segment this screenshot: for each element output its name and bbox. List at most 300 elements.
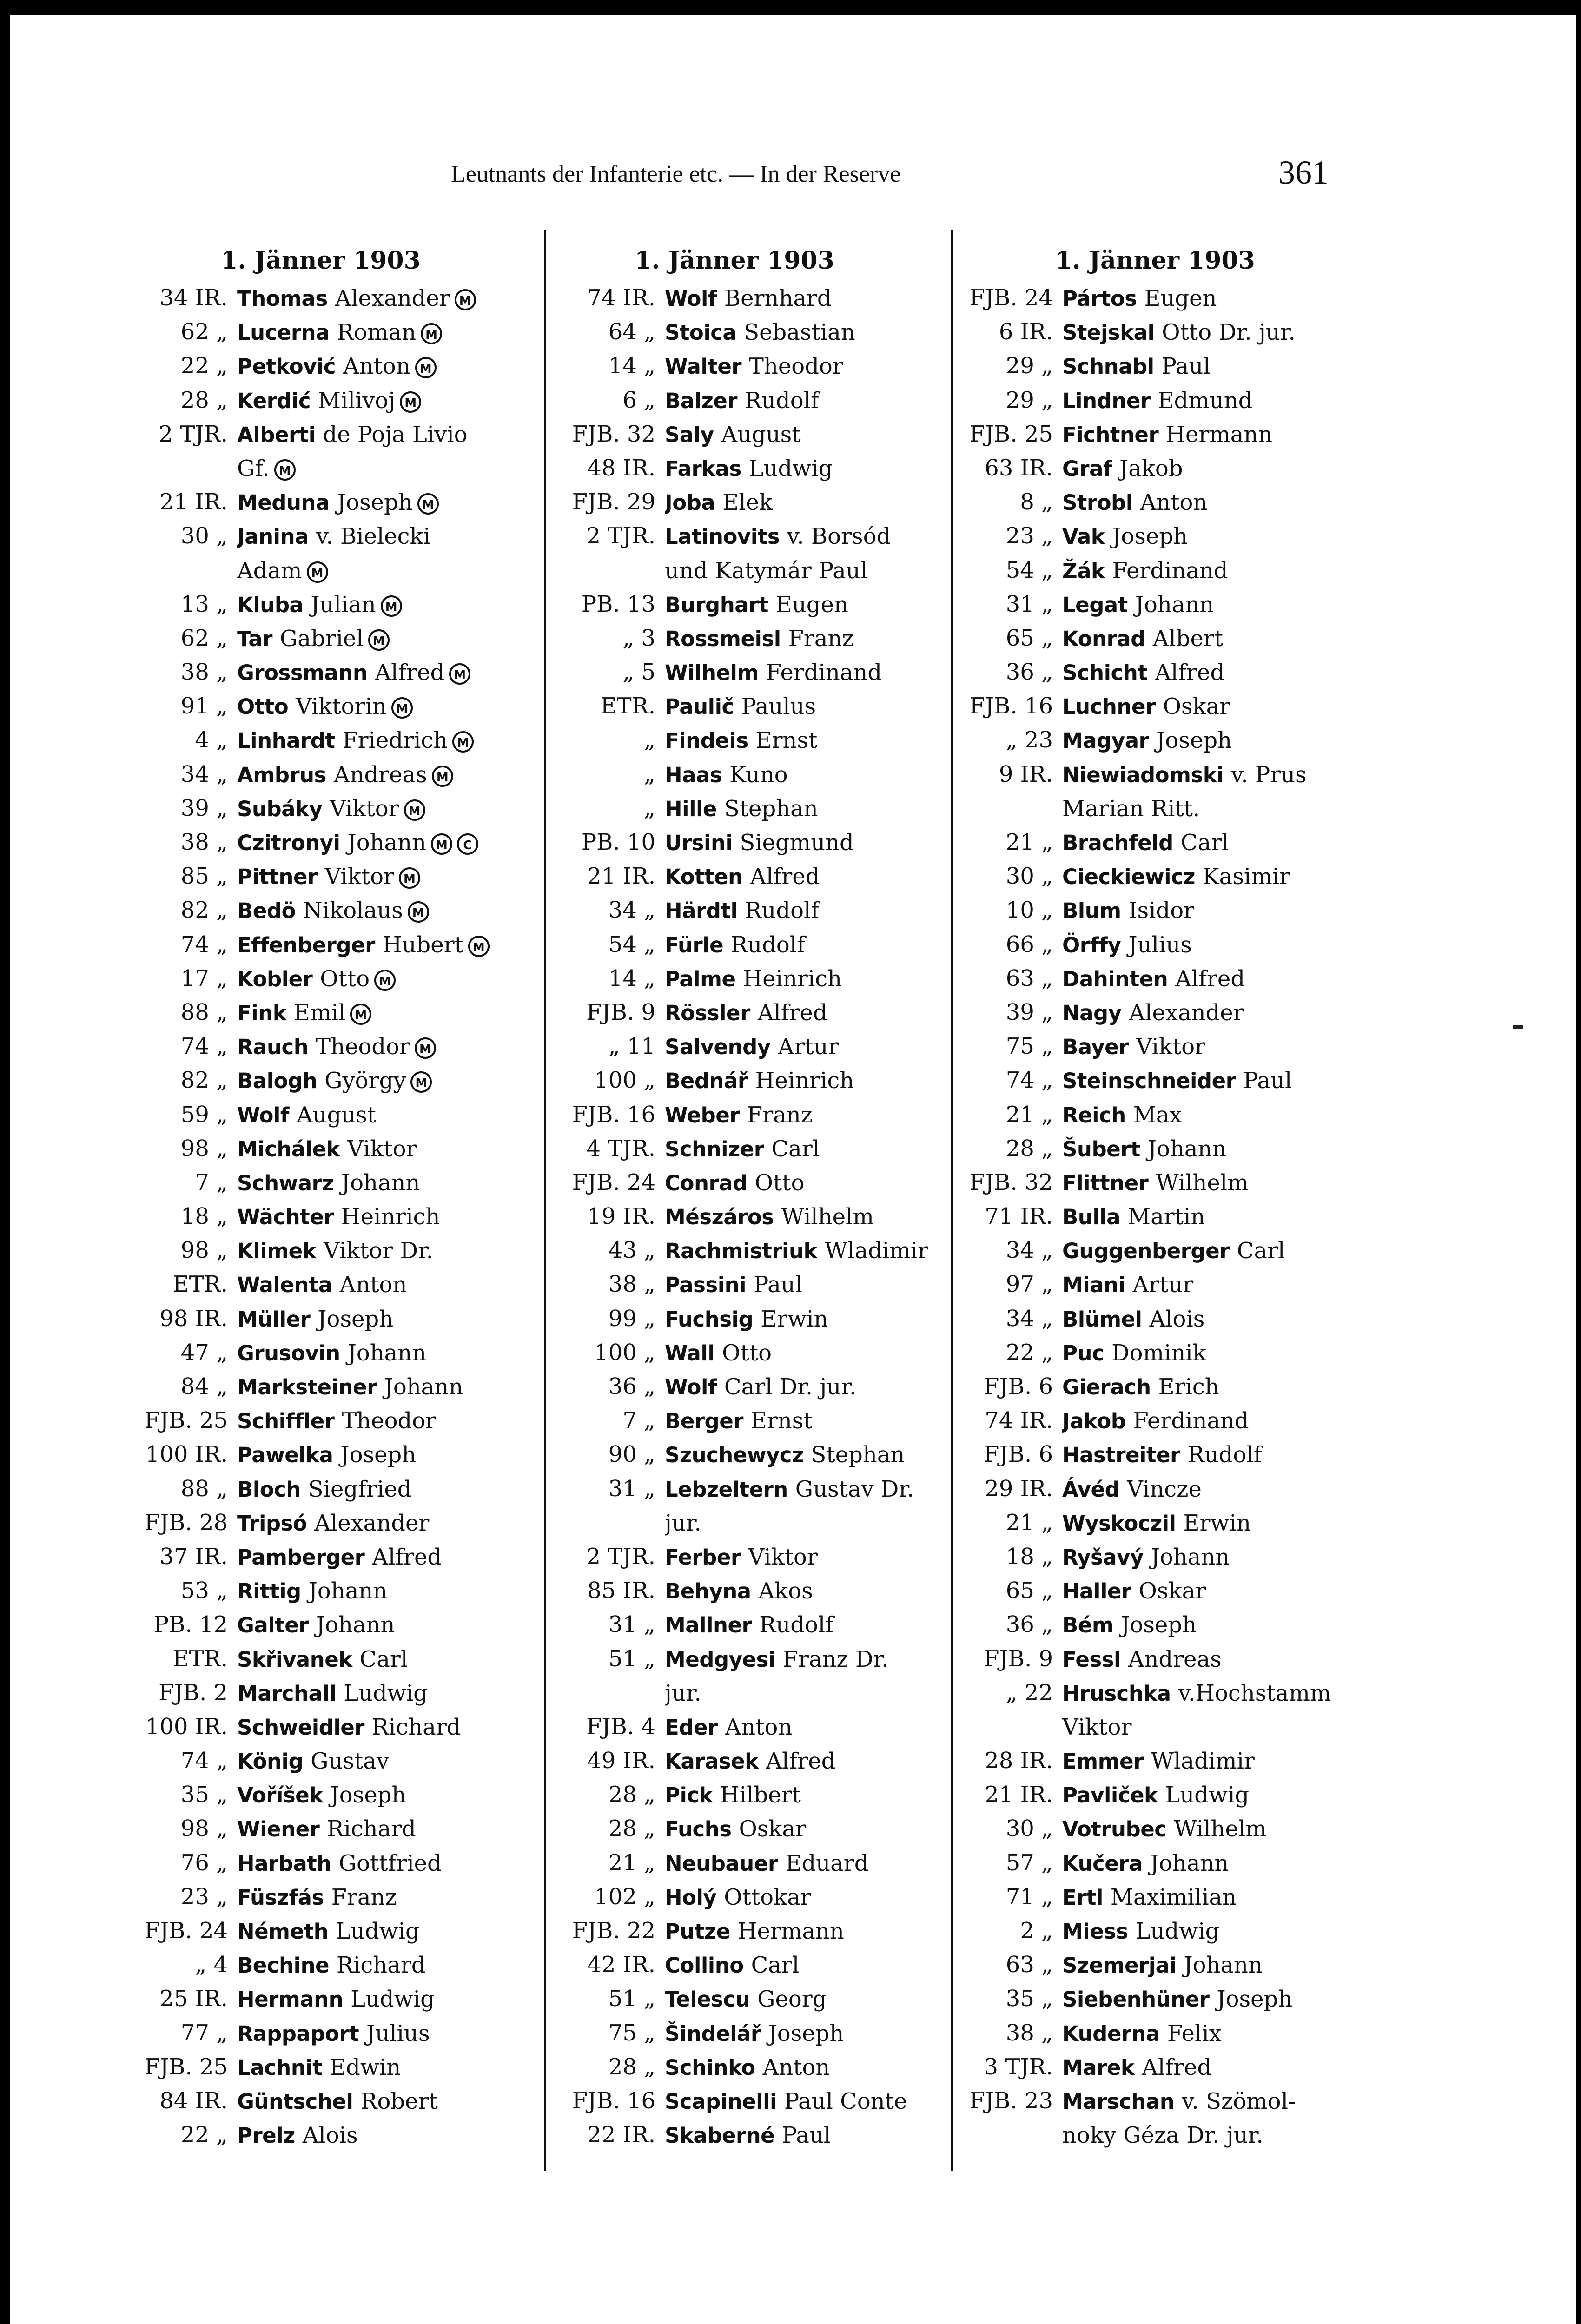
given-name: de Poja Livio xyxy=(323,421,468,448)
given-name: Paul xyxy=(1161,353,1211,380)
unit-label: FJB. 25 xyxy=(144,2053,228,2080)
surname: Miani xyxy=(1062,1273,1125,1298)
officer-name xyxy=(237,1336,535,1370)
list-item xyxy=(521,1063,948,1097)
given-name: Johann xyxy=(384,1374,463,1400)
officer-name xyxy=(237,1302,535,1336)
list-item xyxy=(521,792,948,825)
surname: Ryšavý xyxy=(1062,1545,1144,1570)
unit-label: 28 „ xyxy=(608,1782,655,1808)
list-item xyxy=(521,758,948,792)
officer-name xyxy=(1062,1914,1376,1948)
unit-label: 59 „ xyxy=(180,1101,228,1128)
list-item xyxy=(934,383,1376,417)
surname: Burghart xyxy=(665,592,768,617)
unit-label: 100 „ xyxy=(594,1339,655,1366)
list-item xyxy=(934,723,1376,757)
officer-name xyxy=(1062,825,1376,859)
unit-label: 31 „ xyxy=(608,1475,655,1502)
given-name: Richard xyxy=(336,1952,426,1979)
given-name: Kuno xyxy=(729,761,788,788)
officer-name xyxy=(665,723,948,757)
officer-name xyxy=(665,1336,948,1370)
unit-label: 64 „ xyxy=(608,319,655,345)
given-name: Joseph xyxy=(1156,727,1232,754)
unit-label: FJB. 2 xyxy=(159,1679,228,1706)
officer-name xyxy=(237,451,535,485)
unit-label: 90 „ xyxy=(608,1441,655,1468)
surname: Gierach xyxy=(1062,1375,1151,1400)
unit-label: 91 „ xyxy=(180,693,228,720)
list-item xyxy=(934,689,1376,723)
officer-name xyxy=(237,485,535,519)
given-name: Gustav xyxy=(311,1748,389,1775)
surname: Fink xyxy=(237,1000,287,1025)
surname: Kerdić xyxy=(237,388,311,413)
surname: Schicht xyxy=(1062,660,1148,686)
given-name: Carl xyxy=(751,1952,800,1979)
officer-name xyxy=(237,1880,535,1914)
list-item xyxy=(521,1914,948,1948)
unit-label: ETR. xyxy=(172,1271,228,1298)
unit-label: 63 IR. xyxy=(985,455,1053,481)
officer-name xyxy=(665,1574,948,1608)
given-name: Artur xyxy=(1132,1272,1194,1298)
officer-name xyxy=(1062,893,1376,927)
officer-name xyxy=(1062,2118,1376,2152)
given-name: und Katymár Paul xyxy=(665,557,868,584)
officer-name xyxy=(665,281,948,315)
surname: Kučera xyxy=(1062,1851,1143,1876)
given-name: Alexander xyxy=(335,285,450,311)
unit-label: 37 IR. xyxy=(159,1543,228,1570)
given-name: Ottokar xyxy=(724,1884,811,1910)
surname: Balzer xyxy=(665,388,737,413)
given-name: Robert xyxy=(360,2088,438,2114)
list-item xyxy=(107,1846,535,1880)
given-name: Andreas xyxy=(1128,1646,1222,1672)
given-name: Johann xyxy=(347,830,426,856)
unit-label: „ 11 xyxy=(608,1033,655,1060)
surname: Hille xyxy=(665,796,717,821)
officer-name xyxy=(1062,1846,1376,1880)
unit-label xyxy=(521,1506,665,1540)
given-name: Jakob xyxy=(1119,455,1183,482)
given-name: Erich xyxy=(1158,1374,1219,1400)
list-item xyxy=(107,383,535,417)
list-item xyxy=(107,1710,535,1744)
circled-m-mark-icon: M xyxy=(415,357,437,378)
given-name: Johann xyxy=(1135,591,1214,618)
unit-label: 30 „ xyxy=(1005,1816,1053,1842)
given-name: Hubert xyxy=(382,931,463,958)
list-item xyxy=(521,1574,948,1608)
given-name: Rudolf xyxy=(744,387,819,414)
given-name: Friedrich xyxy=(342,727,448,754)
given-name: Franz xyxy=(788,625,854,652)
unit-label: 62 „ xyxy=(180,625,228,651)
given-name: Max xyxy=(1133,1102,1182,1128)
surname: Šindelář xyxy=(665,2021,761,2046)
surname: Grossmann xyxy=(237,660,368,686)
given-name: v. Prus xyxy=(1231,761,1307,788)
unit-label: 42 IR. xyxy=(587,1952,655,1978)
given-name: György xyxy=(324,1068,406,1094)
unit-label: FJB. 22 xyxy=(572,1918,655,1944)
unit-label: 84 IR. xyxy=(159,2087,228,2114)
unit-label: 57 „ xyxy=(1005,1849,1053,1876)
surname: Wilhelm xyxy=(665,660,759,686)
list-item xyxy=(107,1132,535,1166)
list-item xyxy=(107,689,535,723)
list-item xyxy=(934,1098,1376,1132)
list-item xyxy=(107,554,535,588)
unit-label: 75 „ xyxy=(608,2020,655,2046)
given-name: Viktor xyxy=(1062,1714,1132,1740)
unit-label: 98 „ xyxy=(180,1135,228,1162)
officer-name xyxy=(237,928,535,962)
surname: Legat xyxy=(1062,592,1128,617)
surname: Bednář xyxy=(665,1069,748,1094)
surname: Szemerjai xyxy=(1062,1953,1177,1978)
list-item xyxy=(107,1234,535,1268)
surname: Prelz xyxy=(237,2123,295,2148)
given-name: Sebastian xyxy=(744,319,855,346)
unit-label: FJB. 6 xyxy=(984,1373,1053,1400)
given-name: Joseph xyxy=(768,2020,844,2047)
officer-name xyxy=(237,1370,535,1404)
list-item xyxy=(521,1608,948,1642)
given-name: v. Bielecki xyxy=(316,523,430,550)
unit-label: 38 „ xyxy=(180,829,228,855)
list-item xyxy=(521,1880,948,1914)
list-item xyxy=(521,689,948,723)
list-item xyxy=(107,893,535,927)
officer-name xyxy=(1062,485,1376,519)
list-item xyxy=(934,1710,1376,1744)
given-name: Heinrich xyxy=(755,1068,854,1094)
surname: Walter xyxy=(665,354,742,379)
officer-name xyxy=(1062,792,1376,825)
list-item xyxy=(521,1540,948,1574)
list-item xyxy=(521,1812,948,1846)
given-name: Theodor xyxy=(316,1034,410,1060)
given-name: v.Hochstamm xyxy=(1178,1680,1331,1706)
officer-name xyxy=(665,928,948,962)
column-1 xyxy=(107,246,535,2152)
list-item xyxy=(934,485,1376,519)
unit-label: FJB. 23 xyxy=(969,2087,1053,2114)
surname: Vak xyxy=(1062,524,1105,549)
given-name: Nikolaus xyxy=(303,898,403,924)
officer-name xyxy=(665,1982,948,2016)
list-item xyxy=(107,281,535,315)
list-item xyxy=(107,1744,535,1778)
list-item xyxy=(521,996,948,1030)
officer-list xyxy=(934,281,1376,2152)
officer-name xyxy=(237,1608,535,1642)
given-name: Hilbert xyxy=(720,1782,801,1809)
list-item xyxy=(107,1336,535,1370)
list-item xyxy=(521,1472,948,1506)
surname: Hastreiter xyxy=(1062,1443,1180,1468)
given-name: Oskar xyxy=(1138,1578,1206,1604)
unit-label xyxy=(107,451,237,485)
given-name: Viktor xyxy=(347,1136,417,1162)
surname: Wächter xyxy=(237,1205,334,1230)
unit-label: 35 „ xyxy=(180,1782,228,1808)
list-item xyxy=(107,417,535,451)
officer-name xyxy=(237,1812,535,1846)
list-item xyxy=(107,1914,535,1948)
surname: Tripsó xyxy=(237,1511,307,1536)
unit-label: 71 „ xyxy=(1005,1883,1053,1910)
officer-name xyxy=(1062,1302,1376,1336)
list-item xyxy=(107,349,535,383)
list-item xyxy=(934,893,1376,927)
unit-label: FJB. 32 xyxy=(969,1169,1053,1195)
circled-m-mark-icon: M xyxy=(404,799,425,821)
list-item xyxy=(934,1982,1376,2016)
surname: Bechine xyxy=(237,1953,330,1978)
given-name: Paul xyxy=(1243,1068,1292,1094)
unit-label: FJB. 32 xyxy=(572,421,655,447)
officer-name xyxy=(665,1063,948,1097)
list-item xyxy=(521,1438,948,1472)
given-name: Joseph xyxy=(318,1306,394,1332)
unit-label: 100 IR. xyxy=(145,1713,228,1740)
given-name: Viktor xyxy=(330,795,399,822)
given-name: Erwin xyxy=(761,1306,828,1332)
surname: Subáky xyxy=(237,796,323,821)
surname: Fessl xyxy=(1062,1647,1121,1672)
list-item xyxy=(934,2016,1376,2050)
surname: Schweidler xyxy=(237,1715,364,1740)
officer-name xyxy=(237,825,535,859)
list-item xyxy=(934,1438,1376,1472)
unit-label: 35 „ xyxy=(1005,1986,1053,2012)
list-item xyxy=(521,1200,948,1234)
unit-label: 31 „ xyxy=(1005,591,1053,617)
officer-name xyxy=(1062,1540,1376,1574)
surname: Wolf xyxy=(237,1103,289,1128)
unit-label: 38 „ xyxy=(180,659,228,686)
surname: Rauch xyxy=(237,1035,309,1060)
officer-name xyxy=(237,1676,535,1710)
list-item xyxy=(521,655,948,689)
officer-name xyxy=(237,792,535,825)
unit-label: „ 22 xyxy=(1005,1679,1053,1706)
surname: Behyna xyxy=(665,1579,751,1604)
list-item xyxy=(107,1574,535,1608)
circled-m-mark-icon: M xyxy=(468,936,490,957)
surname: Paulič xyxy=(665,694,734,720)
given-name: Marian Ritt. xyxy=(1062,795,1200,822)
officer-name xyxy=(237,1234,535,1268)
officer-name xyxy=(237,281,535,315)
surname: Marschan xyxy=(1062,2089,1175,2114)
surname: Wall xyxy=(665,1340,715,1366)
given-name: Wilhelm xyxy=(1174,1816,1267,1842)
unit-label: 38 „ xyxy=(1005,2020,1053,2046)
given-name: Ludwig xyxy=(351,1986,435,2013)
circled-m-mark-icon: M xyxy=(399,867,420,889)
given-name: Alfred xyxy=(766,1748,836,1775)
surname: Pavliček xyxy=(1062,1783,1158,1808)
given-name: Carl xyxy=(1237,1238,1285,1264)
surname: Linhardt xyxy=(237,728,335,753)
given-name: Johann xyxy=(1150,1850,1229,1876)
officer-name xyxy=(665,2084,948,2118)
unit-label: 8 „ xyxy=(1020,489,1053,515)
officer-name xyxy=(237,1846,535,1880)
unit-label: 36 „ xyxy=(1005,1611,1053,1638)
list-item xyxy=(521,417,948,451)
surname: Pawelka xyxy=(237,1443,333,1468)
given-name: Franz xyxy=(747,1102,813,1128)
surname: Stejskal xyxy=(1062,320,1155,345)
given-name: Ferdinand xyxy=(1133,1408,1249,1434)
unit-label: 28 „ xyxy=(1005,1135,1053,1162)
list-item xyxy=(107,1302,535,1336)
surname: Žák xyxy=(1062,558,1105,583)
list-item xyxy=(521,859,948,893)
officer-name xyxy=(665,1914,948,1948)
unit-label: 21 IR. xyxy=(587,863,655,890)
scan-edge-left xyxy=(0,0,10,2324)
list-item xyxy=(521,554,948,588)
list-item xyxy=(521,1676,948,1710)
unit-label: 28 „ xyxy=(608,2053,655,2080)
officer-name xyxy=(237,554,535,588)
unit-label: FJB. 24 xyxy=(969,285,1053,311)
given-name: Carl xyxy=(771,1136,820,1162)
list-item xyxy=(107,1778,535,1812)
surname: Passini xyxy=(665,1273,747,1298)
surname: Telescu xyxy=(665,1987,750,2012)
officer-name xyxy=(665,383,948,417)
officer-name xyxy=(665,1778,948,1812)
officer-name xyxy=(1062,1676,1376,1710)
surname: Strobl xyxy=(1062,490,1133,515)
unit-label: „ 23 xyxy=(1005,727,1053,753)
officer-name xyxy=(1062,1744,1376,1778)
unit-label: 14 „ xyxy=(608,965,655,991)
column-heading: 1. Jänner 1903 xyxy=(1055,246,1255,275)
given-name: Erwin xyxy=(1183,1510,1251,1536)
given-name: Bernhard xyxy=(724,285,832,311)
officer-name xyxy=(665,1166,948,1200)
circled-m-mark-icon: M xyxy=(431,833,452,855)
given-name: Georg xyxy=(757,1986,827,2013)
officer-name xyxy=(665,893,948,927)
officer-name xyxy=(665,1506,948,1540)
unit-label: FJB. 16 xyxy=(572,1101,655,1128)
list-item xyxy=(107,758,535,792)
given-name: Ernst xyxy=(755,727,818,754)
given-name: Johann xyxy=(1184,1952,1263,1979)
unit-label: 74 IR. xyxy=(985,1407,1053,1434)
given-name: Rudolf xyxy=(745,898,820,924)
surname: Puc xyxy=(1062,1340,1105,1366)
surname: Palme xyxy=(665,966,736,991)
column-2 xyxy=(521,246,948,2152)
surname: Balogh xyxy=(237,1069,318,1094)
list-item xyxy=(934,1608,1376,1642)
list-item xyxy=(934,417,1376,451)
surname: Ambrus xyxy=(237,762,326,787)
given-name: Joseph xyxy=(337,489,413,516)
unit-label: 54 „ xyxy=(608,931,655,957)
unit-label: 2 „ xyxy=(1020,1918,1053,1944)
given-name: Johann xyxy=(1147,1136,1227,1162)
surname: Ávéd xyxy=(1062,1477,1120,1502)
given-name: Alfred xyxy=(750,864,820,890)
surname: Graf xyxy=(1062,456,1112,481)
surname: Füszfás xyxy=(237,1885,324,1910)
unit-label: 36 „ xyxy=(608,1373,655,1400)
unit-label: 48 IR. xyxy=(587,455,655,481)
officer-name xyxy=(1062,996,1376,1030)
unit-label: 34 IR. xyxy=(159,285,228,311)
surname: Mészáros xyxy=(665,1205,774,1230)
officer-name xyxy=(1062,1642,1376,1676)
list-item xyxy=(521,281,948,315)
given-name: Kasimir xyxy=(1202,864,1290,890)
list-item xyxy=(107,451,535,485)
unit-label: FJB. 16 xyxy=(969,693,1053,720)
list-item xyxy=(521,1370,948,1404)
officer-name xyxy=(1062,383,1376,417)
list-item xyxy=(107,1063,535,1097)
given-name: Elek xyxy=(722,489,773,516)
unit-label: 23 „ xyxy=(1005,523,1053,549)
given-name: Wladimir xyxy=(1151,1748,1255,1775)
surname: Fuchsig xyxy=(665,1307,754,1332)
list-item xyxy=(107,1812,535,1846)
surname: Ursini xyxy=(665,831,733,855)
surname: Janina xyxy=(237,524,309,549)
list-item xyxy=(107,1166,535,1200)
officer-name xyxy=(665,417,948,451)
officer-name xyxy=(1062,1030,1376,1063)
list-item xyxy=(107,996,535,1030)
given-name: Eduard xyxy=(785,1850,869,1876)
unit-label: 17 „ xyxy=(180,965,228,991)
surname: Effenberger xyxy=(237,932,375,957)
surname: Kobler xyxy=(237,966,313,991)
given-name: Alfred xyxy=(1142,2054,1212,2080)
given-name: Paul Conte xyxy=(784,2088,907,2114)
surname: Magyar xyxy=(1062,728,1149,753)
unit-label: 4 TJR. xyxy=(586,1135,655,1162)
officer-list xyxy=(521,281,948,2152)
officer-name xyxy=(665,485,948,519)
surname: Harbath xyxy=(237,1851,331,1876)
surname: Güntschel xyxy=(237,2089,353,2114)
given-name: Milivoj xyxy=(318,387,396,414)
officer-name xyxy=(1062,655,1376,689)
given-name: Rudolf xyxy=(759,1612,833,1638)
surname: Schnizer xyxy=(665,1136,764,1162)
officer-name xyxy=(1062,451,1376,485)
surname: Karasek xyxy=(665,1749,759,1774)
officer-name xyxy=(1062,859,1376,893)
officer-name xyxy=(665,792,948,825)
list-item xyxy=(107,859,535,893)
officer-name xyxy=(237,1982,535,2016)
unit-label: 23 „ xyxy=(180,1883,228,1910)
